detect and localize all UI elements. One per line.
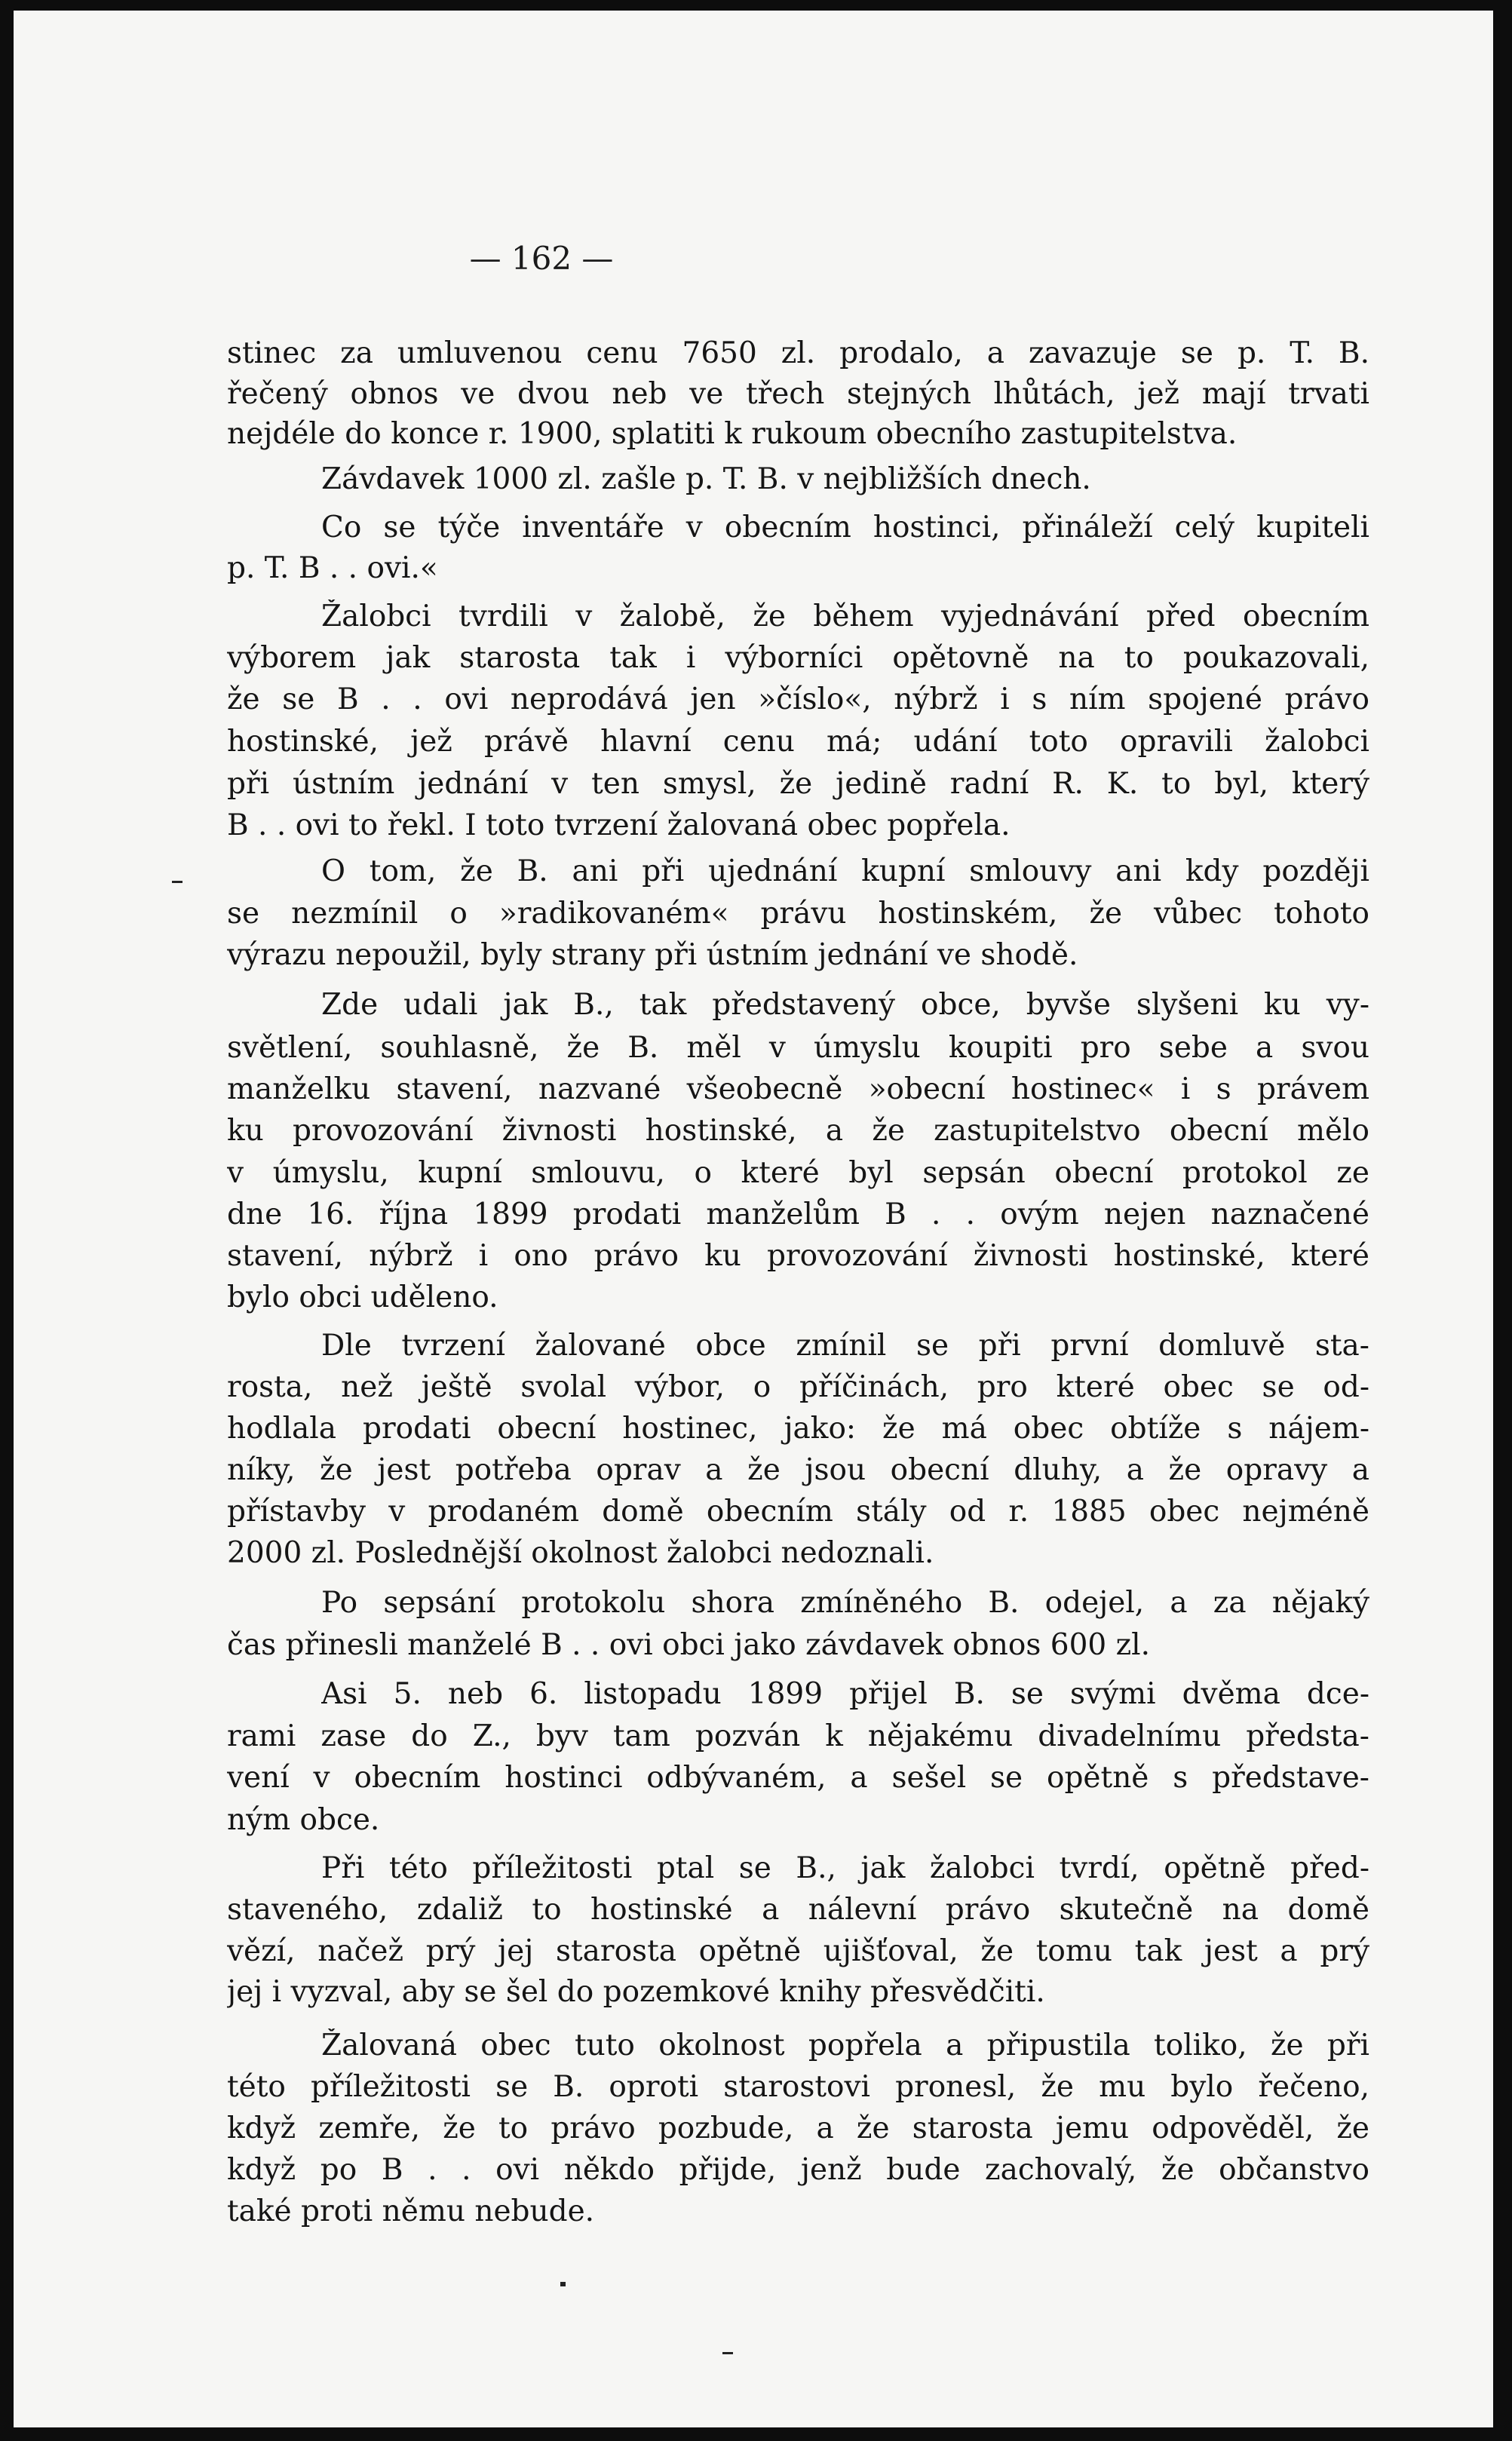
text-line: když po B . . ovi někdo přijde, jenž bude zachovalý, že občanstvo (227, 2153, 1369, 2187)
text-line: Zde udali jak B., tak představený obce, byvše slyšeni ku vy- (321, 988, 1369, 1022)
text-line: když zemře, že to právo pozbude, a že starosta jemu odpověděl, že (227, 2111, 1369, 2145)
text-line: níky, že jest potřeba oprav a že jsou obecní dluhy, a že opravy a (227, 1453, 1369, 1487)
text-line: Závdavek 1000 zl. zašle p. T. B. v nejbližších dnech. (321, 462, 1091, 496)
text-line: 2000 zl. Poslednější okolnost žalobci nedoznali. (227, 1536, 934, 1570)
text-line: řečený obnos ve dvou neb ve třech stejných lhůtách, jež mají trvati (227, 377, 1369, 411)
text-line: ným obce. (227, 1803, 380, 1837)
text-line: se nezmínil o »radikovaném« právu hostinském, že vůbec tohoto (227, 897, 1369, 931)
text-line: Dle tvrzení žalované obce zmínil se při první domluvě sta- (321, 1329, 1369, 1363)
text-line: Žalobci tvrdili v žalobě, že během vyjednávání před obecním (321, 600, 1369, 633)
text-line: hodlala prodati obecní hostinec, jako: že má obec obtíže s nájem- (227, 1412, 1369, 1446)
text-line: jej i vyzval, aby se šel do pozemkové knihy přesvědčiti. (227, 1975, 1045, 2009)
text-line: také proti němu nebude. (227, 2194, 595, 2228)
text-line: rami zase do Z., byv tam pozván k nějakému divadelnímu předsta- (227, 1719, 1369, 1753)
scanned-page (14, 11, 1493, 2427)
text-line: manželku stavení, nazvané všeobecně »obecní hostinec« i s právem (227, 1072, 1369, 1106)
text-line: při ústním jednání v ten smysl, že jedině radní R. K. to byl, který (227, 767, 1369, 801)
text-line: čas přinesli manželé B . . ovi obci jako závdavek obnos 600 zl. (227, 1628, 1151, 1662)
text-line: vení v obecním hostinci odbývaném, a sešel se opětně s představe- (227, 1761, 1369, 1795)
text-line: nejdéle do konce r. 1900, splatiti k rukoum obecního zastupitelstva. (227, 417, 1238, 451)
scan-speck (560, 2282, 566, 2286)
text-line: B . . ovi to řekl. I toto tvrzení žalovaná obec popřela. (227, 808, 1011, 842)
text-line: Po sepsání protokolu shora zmíněného B. odejel, a za nějaký (321, 1586, 1369, 1620)
scan-speck (722, 2352, 733, 2354)
scan-speck (172, 881, 182, 883)
text-line: rosta, než ještě svolal výbor, o příčinách, pro které obec se od- (227, 1370, 1369, 1404)
text-line: Při této příležitosti ptal se B., jak žalobci tvrdí, opětně před- (321, 1851, 1369, 1885)
text-line: stinec za umluvenou cenu 7650 zl. prodalo, a zavazuje se p. T. B. (227, 336, 1369, 370)
text-line: Žalovaná obec tuto okolnost popřela a připustila toliko, že při (321, 2029, 1369, 2062)
text-line: v úmyslu, kupní smlouvu, o které byl sepsán obecní protokol ze (227, 1156, 1369, 1190)
text-line: přístavby v prodaném domě obecním stály od r. 1885 obec nejméně (227, 1495, 1369, 1529)
text-line: světlení, souhlasně, že B. měl v úmyslu koupiti pro sebe a svou (227, 1031, 1369, 1065)
text-line: staveného, zdaliž to hostinské a nálevní právo skutečně na domě (227, 1893, 1369, 1927)
text-line: Asi 5. neb 6. listopadu 1899 přijel B. se svými dvěma dce- (321, 1677, 1369, 1711)
text-line: ku provozování živnosti hostinské, a že zastupitelstvo obecní mělo (227, 1114, 1369, 1148)
text-line: bylo obci uděleno. (227, 1280, 498, 1314)
text-line: této příležitosti se B. oproti starostovi pronesl, že mu bylo řečeno, (227, 2070, 1369, 2104)
text-line: výrazu nepoužil, byly strany při ústním jednání ve shodě. (227, 938, 1078, 972)
text-line: p. T. B . . ovi.« (227, 551, 438, 585)
text-line: výborem jak starosta tak i výborníci opětovně na to poukazovali, (227, 641, 1369, 675)
text-line: vězí, načež prý jej starosta opětně ujišťoval, že tomu tak jest a prý (227, 1934, 1369, 1968)
text-line: že se B . . ovi neprodává jen »číslo«, nýbrž i s ním spojené právo (227, 682, 1369, 716)
text-line: dne 16. října 1899 prodati manželům B . . ovým nejen naznačené (227, 1198, 1369, 1231)
text-line: O tom, že B. ani při ujednání kupní smlouvy ani kdy později (321, 854, 1369, 888)
text-line: hostinské, jež právě hlavní cenu má; udání toto opravili žalobci (227, 725, 1369, 759)
text-line: stavení, nýbrž i ono právo ku provozování živnosti hostinské, které (227, 1239, 1369, 1273)
text-line: Co se týče inventáře v obecním hostinci, přináleží celý kupiteli (321, 511, 1369, 544)
page-number: — 162 — (469, 240, 614, 277)
